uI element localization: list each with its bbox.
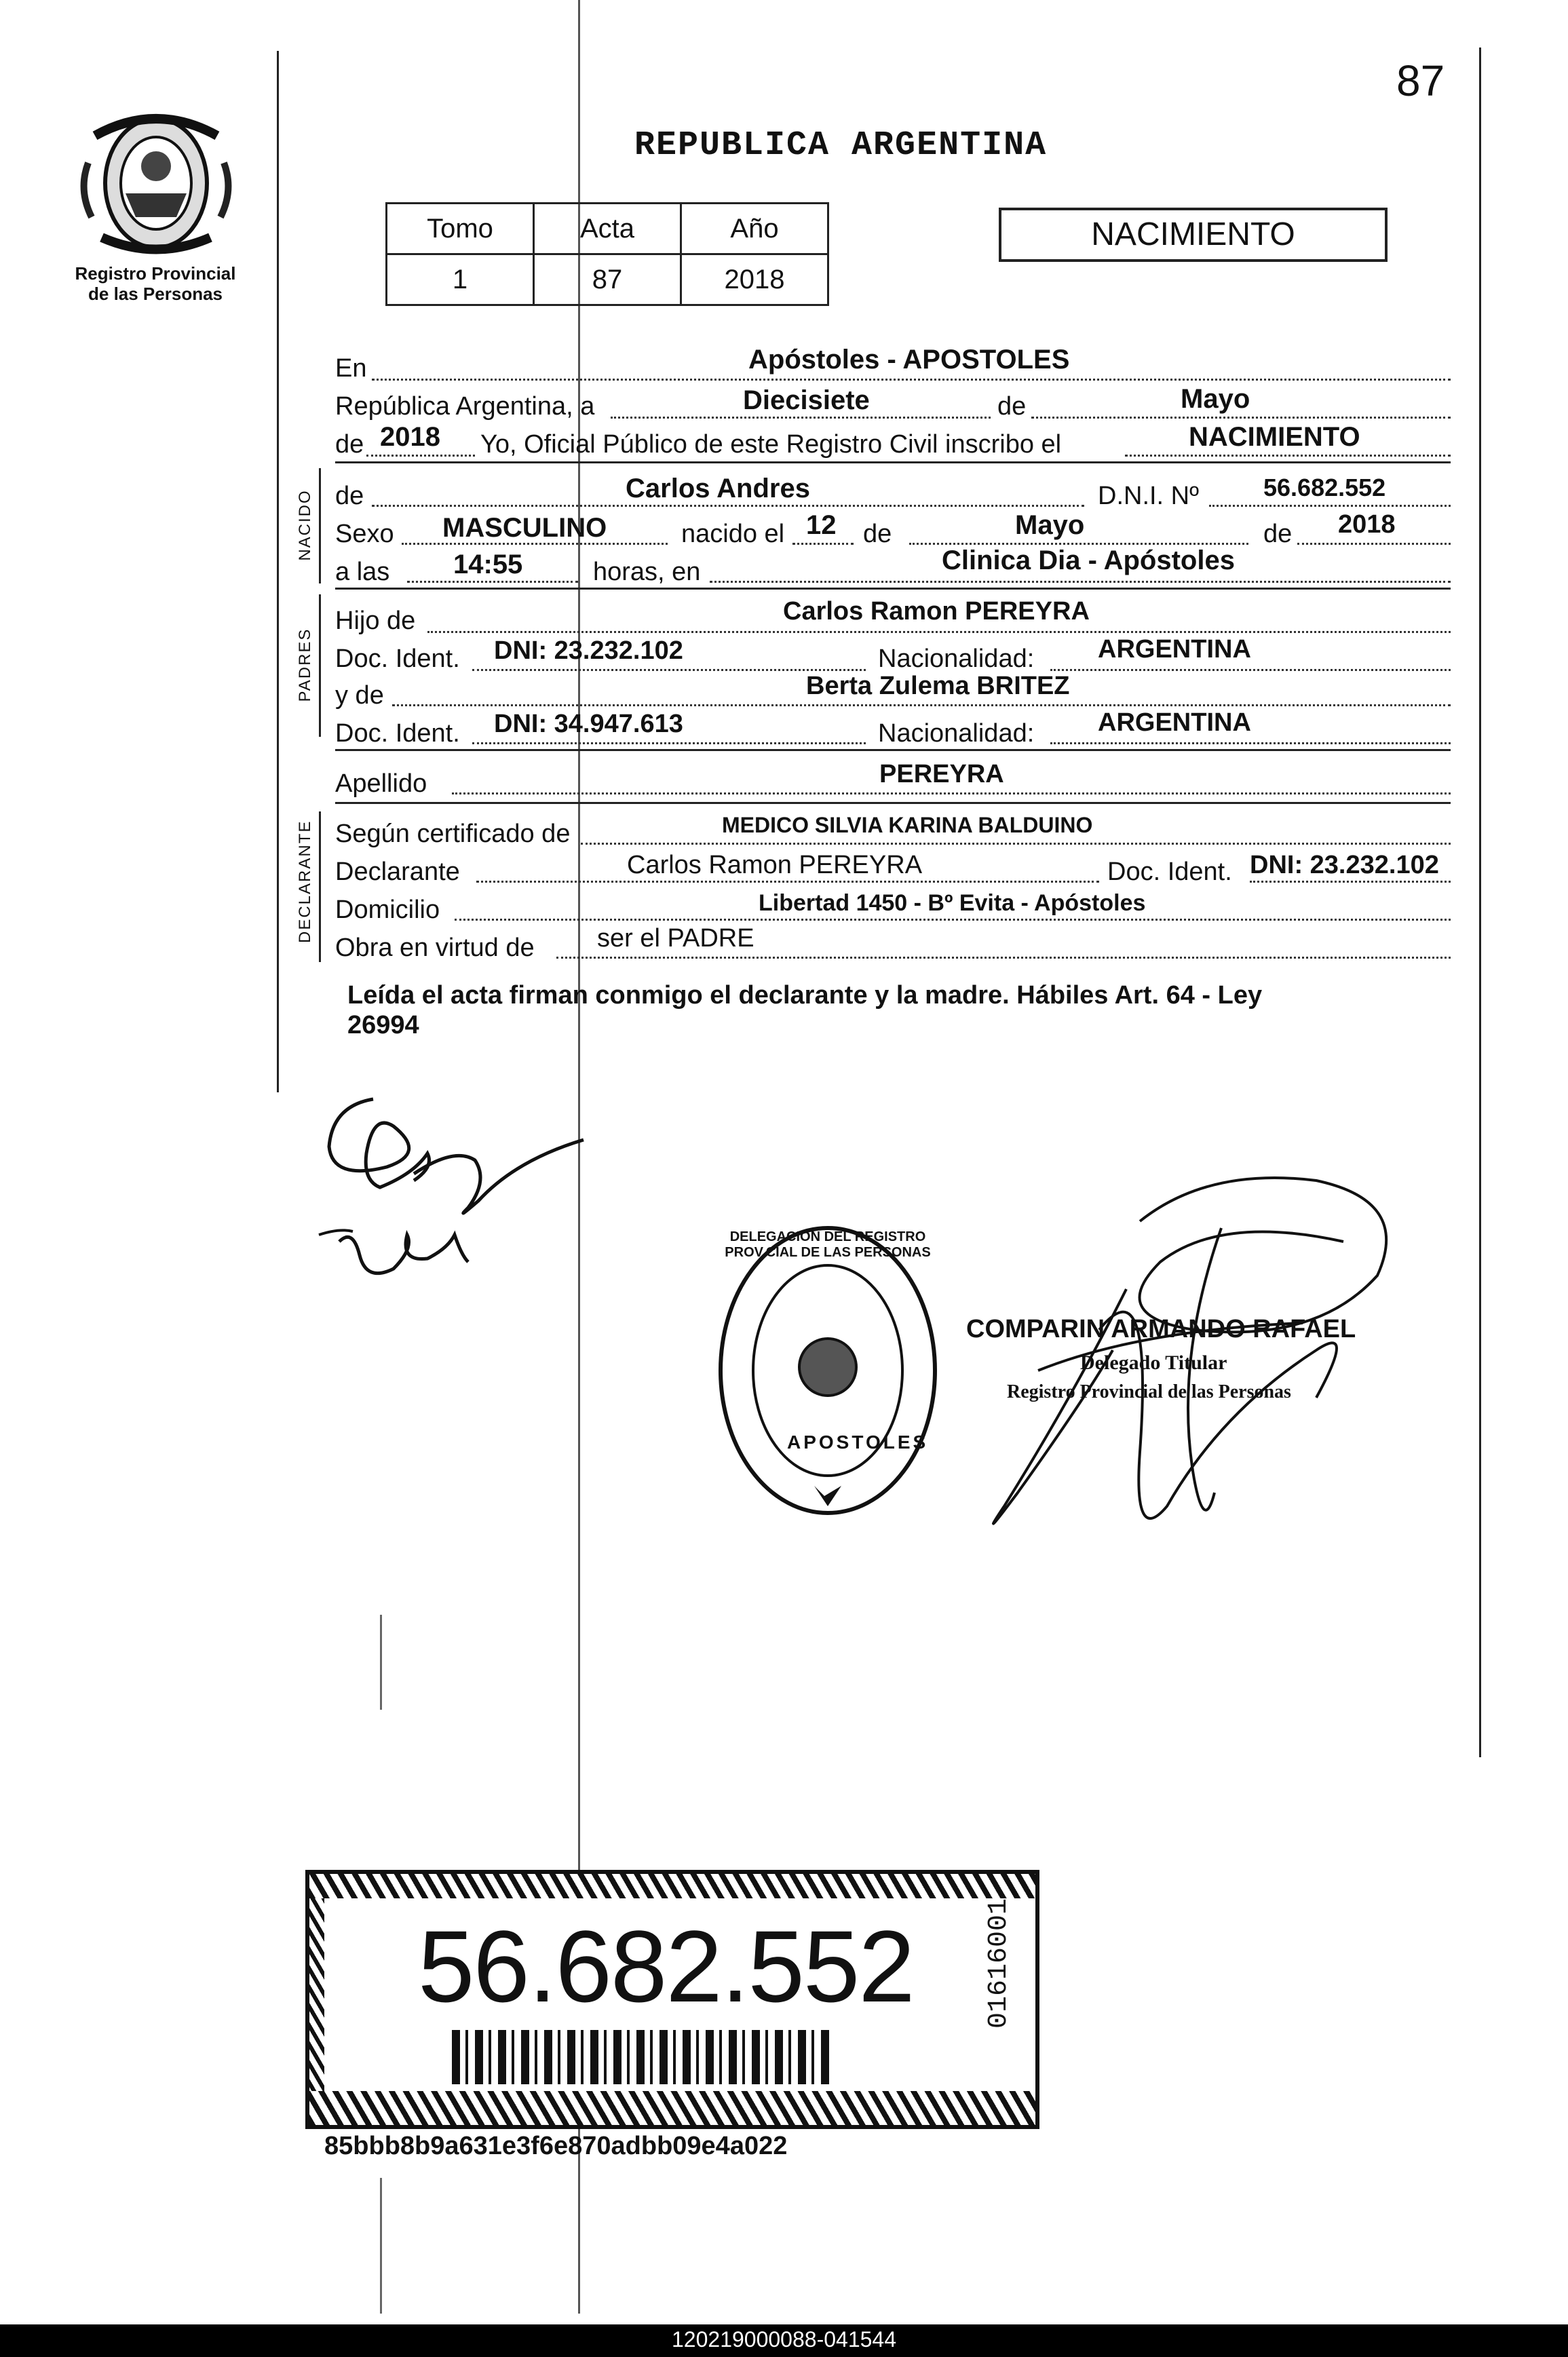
dots	[427, 631, 1451, 633]
dots	[372, 505, 1084, 507]
father-doc: DNI: 23.232.102	[494, 636, 683, 665]
father-nat-label: Nacionalidad:	[878, 645, 1035, 673]
nacido-bar	[319, 468, 321, 583]
declarante-doc-label: Doc. Ident.	[1107, 858, 1232, 886]
apellido-label: Apellido	[335, 769, 427, 798]
dots	[556, 957, 1451, 959]
barcode-bars	[452, 2030, 832, 2084]
declarante-value: Carlos Ramon PEREYRA	[627, 851, 923, 879]
dots	[710, 581, 1451, 583]
left-margin-lower	[380, 1615, 382, 1710]
dots	[452, 792, 1451, 794]
en-label: En	[335, 354, 367, 383]
table-value-tomo: 1	[387, 254, 534, 305]
de-label: de	[997, 392, 1027, 421]
y-de-label: y de	[335, 681, 384, 710]
closing-line-1: Leída el acta firman conmigo el declarante y la madre. Hábiles Art. 64 - Ley	[347, 981, 1263, 1010]
barcode-hash: 85bbb8b9a631e3f6e870adbb09e4a022	[324, 2132, 788, 2160]
declarante-bar	[319, 811, 321, 962]
divider	[335, 461, 1451, 463]
hatch-bottom	[309, 2091, 1035, 2125]
father-doc-label: Doc. Ident.	[335, 645, 460, 673]
dni-label: D.N.I. Nº	[1098, 482, 1199, 510]
official-stamp	[712, 1214, 943, 1527]
divider	[335, 802, 1451, 804]
mother-name: Berta Zulema BRITEZ	[806, 672, 1070, 700]
mother-doc: DNI: 34.947.613	[494, 710, 683, 738]
mother-nat-label: Nacionalidad:	[878, 719, 1035, 748]
barcode-number: 56.682.552	[418, 1909, 914, 2023]
a-las-label: a las	[335, 558, 390, 586]
declarante-label: Declarante	[335, 858, 460, 886]
stamp-ring-text: DELEGACION DEL REGISTRO PROV.CIAL DE LAS PERSONAS	[725, 1229, 931, 1260]
page-title: REPUBLICA ARGENTINA	[634, 126, 1048, 165]
sexo-value: MASCULINO	[442, 513, 607, 543]
dots	[472, 669, 866, 671]
dots	[1250, 881, 1451, 883]
left-margin-line	[277, 51, 279, 1092]
dots	[366, 455, 475, 457]
nacido-section-label: NACIDO	[296, 489, 314, 561]
emblem-label: Registro Provincial de las Personas	[75, 263, 236, 304]
declarant-signature	[312, 1079, 604, 1296]
apellido-value: PEREYRA	[879, 760, 1004, 788]
divider	[335, 588, 1451, 590]
de-label-3: de	[1263, 520, 1293, 548]
obra-label: Obra en virtud de	[335, 934, 535, 962]
dots	[407, 581, 578, 583]
cert-value: MEDICO SILVIA KARINA BALDUINO	[722, 813, 1093, 837]
hatch-top	[309, 1874, 1035, 1898]
dots	[611, 417, 991, 419]
dots	[392, 704, 1451, 706]
dots	[372, 379, 1451, 381]
birth-place: Clinica Dia - Apóstoles	[942, 545, 1235, 575]
child-name: Carlos Andres	[626, 474, 810, 503]
domicilio-value: Libertad 1450 - Bº Evita - Apóstoles	[759, 890, 1146, 916]
province-emblem	[75, 109, 237, 258]
dots	[1050, 742, 1451, 744]
table-value-acta: 87	[534, 254, 681, 305]
dots	[909, 543, 1248, 545]
horas-label: horas, en	[593, 558, 701, 586]
kind-value: NACIMIENTO	[1189, 422, 1360, 452]
page-number: 87	[1396, 56, 1445, 105]
officer-text: Yo, Oficial Público de este Registro Civil inscribo el	[480, 430, 1062, 459]
nacido-el-label: nacido el	[681, 520, 785, 548]
closing-line-2: 26994	[347, 1011, 419, 1039]
declarante-doc: DNI: 23.232.102	[1250, 851, 1439, 879]
table-header-acta: Acta	[534, 204, 681, 254]
birth-year: 2018	[1338, 510, 1396, 539]
footer-code: 120219000088-041544	[672, 2327, 896, 2352]
officer-org: Registro Provincial de las Personas	[1007, 1381, 1291, 1402]
dots	[472, 742, 866, 744]
day-value: Diecisiete	[743, 385, 870, 415]
dots	[476, 881, 1099, 883]
dots	[1125, 455, 1451, 457]
father-name: Carlos Ramon PEREYRA	[783, 597, 1090, 626]
record-table	[385, 202, 829, 306]
officer-name: COMPARIN ARMANDO RAFAEL	[966, 1315, 1356, 1343]
hijo-de-label: Hijo de	[335, 607, 416, 635]
birth-time: 14:55	[453, 550, 523, 579]
table-header-tomo: Tomo	[387, 204, 534, 254]
barcode-label	[305, 1870, 1039, 2129]
dots	[1209, 505, 1451, 507]
right-margin-line	[1479, 47, 1481, 1757]
left-margin-bottom	[380, 2178, 382, 2314]
mother-nat: ARGENTINA	[1098, 708, 1251, 737]
declarante-section-label: DECLARANTE	[296, 820, 314, 943]
mother-doc-label: Doc. Ident.	[335, 719, 460, 748]
father-nat: ARGENTINA	[1098, 635, 1251, 664]
de-name-label: de	[335, 482, 364, 510]
place-value: Apóstoles - APOSTOLES	[748, 345, 1070, 375]
dots	[581, 843, 1451, 845]
sexo-label: Sexo	[335, 520, 394, 548]
cert-label: Según certificado de	[335, 820, 571, 848]
dots	[1050, 669, 1451, 671]
divider	[335, 749, 1451, 751]
officer-title: Delegado Titular	[1080, 1352, 1227, 1374]
dots	[455, 919, 1451, 921]
de-label-2: de	[863, 520, 892, 548]
barcode-side-code: 01616001	[984, 1898, 1014, 2029]
birth-day: 12	[806, 510, 837, 540]
dots	[792, 543, 854, 545]
de2-label: de	[335, 430, 364, 459]
dots	[1031, 417, 1451, 419]
obra-value: ser el PADRE	[597, 924, 754, 953]
dots	[1297, 543, 1451, 545]
table-header-anio: Año	[681, 204, 828, 254]
child-dni: 56.682.552	[1263, 474, 1386, 501]
birth-month: Mayo	[1015, 510, 1085, 540]
republica-label: República Argentina, a	[335, 392, 595, 421]
padres-section-label: PADRES	[296, 628, 314, 702]
domicilio-label: Domicilio	[335, 896, 440, 924]
stamp-inner-text: APOSTOLES	[787, 1432, 929, 1453]
table-value-anio: 2018	[681, 254, 828, 305]
year-value: 2018	[380, 422, 440, 452]
month-value: Mayo	[1181, 384, 1250, 414]
padres-bar	[319, 594, 321, 737]
record-type-box: NACIMIENTO	[999, 208, 1388, 262]
